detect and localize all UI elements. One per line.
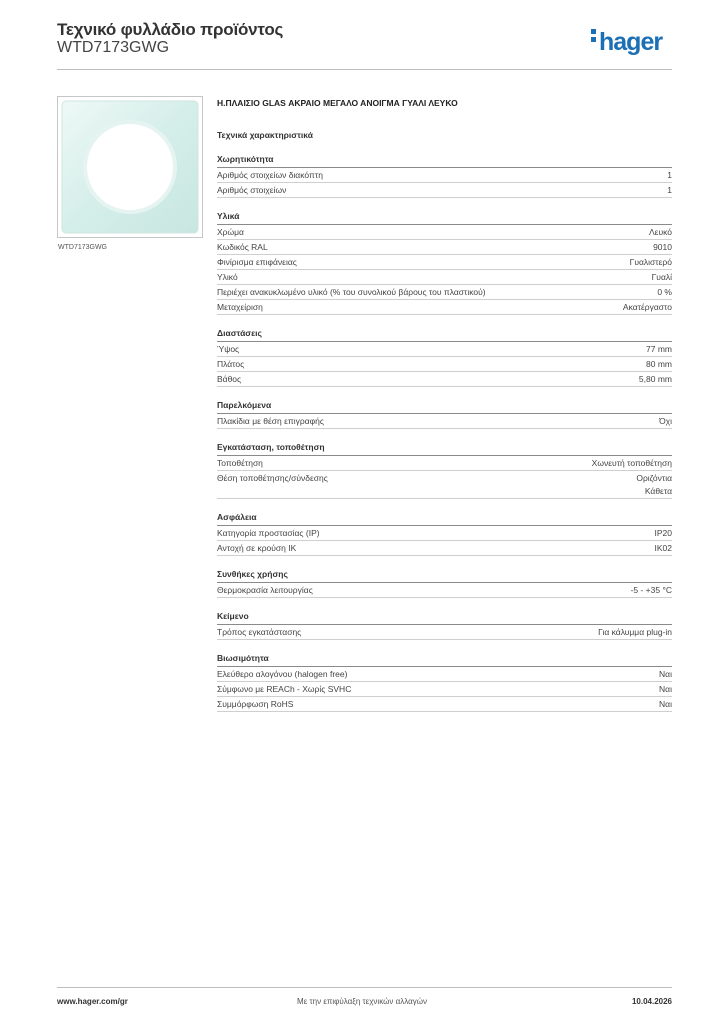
spec-label: Τρόπος εγκατάστασης xyxy=(217,627,302,637)
hager-logo xyxy=(591,28,662,56)
spec-value: 9010 xyxy=(653,242,672,252)
spec-value: Ναι xyxy=(659,684,672,694)
spec-value: 1 xyxy=(667,185,672,195)
spec-label: Πλάτος xyxy=(217,359,245,369)
spec-row xyxy=(217,342,672,357)
logo-text: hager xyxy=(599,28,663,56)
document-title: Τεχνικό φυλλάδιο προϊόντος xyxy=(57,20,284,39)
document-subtitle: WTD7173GWG xyxy=(57,39,170,56)
footer-website[interactable]: www.hager.com/gr xyxy=(57,997,128,1006)
product-photo xyxy=(57,96,203,238)
spec-value: Λευκό xyxy=(649,227,672,237)
section-title: Συνθήκες χρήσης xyxy=(217,569,672,583)
spec-value: Γυαλιστερό xyxy=(629,257,672,267)
spec-row xyxy=(217,625,672,640)
spec-row xyxy=(217,300,672,315)
logo-dots-icon xyxy=(591,29,597,45)
spec-value: 0 % xyxy=(657,287,672,297)
product-name: Η.ΠΛΑΙΣΙΟ GLAS ΑΚΡΑΙΟ ΜΕΓΑΛΟ ΑΝΟΙΓΜΑ ΓΥΑΛΙ ΛΕΥΚΟ xyxy=(217,98,458,108)
spec-label: Κωδικός RAL xyxy=(217,242,268,252)
spec-label: Σύμφωνο με REACh - Χωρίς SVHC xyxy=(217,684,352,694)
spec-section xyxy=(217,653,672,712)
section-title: Βιωσιμότητα xyxy=(217,653,672,667)
spec-row xyxy=(217,285,672,300)
spec-row xyxy=(217,697,672,712)
spec-label: Θέση τοποθέτησης/σύνδεσης xyxy=(217,473,328,483)
spec-section xyxy=(217,400,672,429)
section-title: Παρελκόμενα xyxy=(217,400,672,414)
spec-value: IK02 xyxy=(654,543,672,553)
footer-date: 10.04.2026 xyxy=(631,997,672,1006)
spec-label: Φινίρισμα επιφάνειας xyxy=(217,257,297,267)
spec-value: 5,80 mm xyxy=(638,374,672,384)
spec-label: Υλικό xyxy=(217,272,238,282)
section-title: Χωρητικότητα xyxy=(217,154,672,168)
spec-value: Ακατέργαστο xyxy=(622,302,672,312)
spec-row xyxy=(217,682,672,697)
spec-section xyxy=(217,211,672,315)
spec-row xyxy=(217,357,672,372)
section-title: Διαστάσεις xyxy=(217,328,672,342)
spec-label: Αντοχή σε κρούση IK xyxy=(217,543,297,553)
spec-label: Χρώμα xyxy=(217,227,244,237)
spec-row xyxy=(217,583,672,598)
spec-label: Κατηγορία προστασίας (IP) xyxy=(217,528,320,538)
spec-label: Τοποθέτηση xyxy=(217,458,263,468)
spec-row xyxy=(217,225,672,240)
section-title: Κείμενο xyxy=(217,611,672,625)
spec-label: Αριθμός στοιχείων διακόπτη xyxy=(217,170,323,180)
spec-value: Ναι xyxy=(659,699,672,709)
spec-section xyxy=(217,569,672,598)
spec-row xyxy=(217,168,672,183)
spec-label: Θερμοκρασία λειτουργίας xyxy=(217,585,313,595)
footer-divider xyxy=(57,987,672,988)
spec-section xyxy=(217,442,672,499)
spec-value: Όχι xyxy=(659,416,672,426)
spec-section xyxy=(217,512,672,556)
spec-value: Οριζόντια Κάθετα xyxy=(636,473,672,496)
spec-content xyxy=(217,96,672,712)
spec-row xyxy=(217,541,672,556)
spec-row xyxy=(217,255,672,270)
spec-value: Γυαλί xyxy=(651,272,672,282)
section-title: Εγκατάσταση, τοποθέτηση xyxy=(217,442,672,456)
glass-frame-icon xyxy=(58,97,202,237)
spec-value: 80 mm xyxy=(646,359,672,369)
spec-section xyxy=(217,328,672,387)
spec-value: Χωνευτή τοποθέτηση xyxy=(591,458,672,468)
spec-label: Συμμόρφωση RoHS xyxy=(217,699,294,709)
header-divider xyxy=(57,69,672,70)
spec-label: Βάθος xyxy=(217,374,242,384)
photo-caption: WTD7173GWG xyxy=(58,244,108,251)
spec-section xyxy=(217,611,672,640)
spec-row xyxy=(217,270,672,285)
spec-value: -5 - +35 °C xyxy=(630,585,672,595)
spec-value: 1 xyxy=(667,170,672,180)
footer-disclaimer: Με την επιφύλαξη τεχνικών αλλαγών xyxy=(297,997,427,1006)
spec-value: Για κάλυμμα plug-in xyxy=(598,627,672,637)
spec-label: Μεταχείριση xyxy=(217,302,263,312)
spec-label: Ύψος xyxy=(217,344,240,354)
spec-sections xyxy=(217,154,672,712)
spec-row xyxy=(217,526,672,541)
spec-label: Πλακίδια με θέση επιγραφής xyxy=(217,416,324,426)
spec-label: Περιέχει ανακυκλωμένο υλικό (% του συνολικού βάρους του πλαστικού) xyxy=(217,287,486,297)
tech-specs-heading: Τεχνικά χαρακτηριστικά xyxy=(217,130,313,140)
spec-value: Ναι xyxy=(659,669,672,679)
spec-row xyxy=(217,456,672,471)
spec-label: Ελεύθερο αλογόνου (halogen free) xyxy=(217,669,348,679)
spec-value: IP20 xyxy=(654,528,672,538)
section-title: Υλικά xyxy=(217,211,672,225)
spec-section xyxy=(217,154,672,198)
section-title: Ασφάλεια xyxy=(217,512,672,526)
spec-value: 77 mm xyxy=(646,344,672,354)
spec-row xyxy=(217,183,672,198)
spec-label: Αριθμός στοιχείων xyxy=(217,185,287,195)
spec-row xyxy=(217,471,672,499)
spec-row xyxy=(217,240,672,255)
spec-row xyxy=(217,414,672,429)
spec-row xyxy=(217,372,672,387)
spec-row xyxy=(217,667,672,682)
